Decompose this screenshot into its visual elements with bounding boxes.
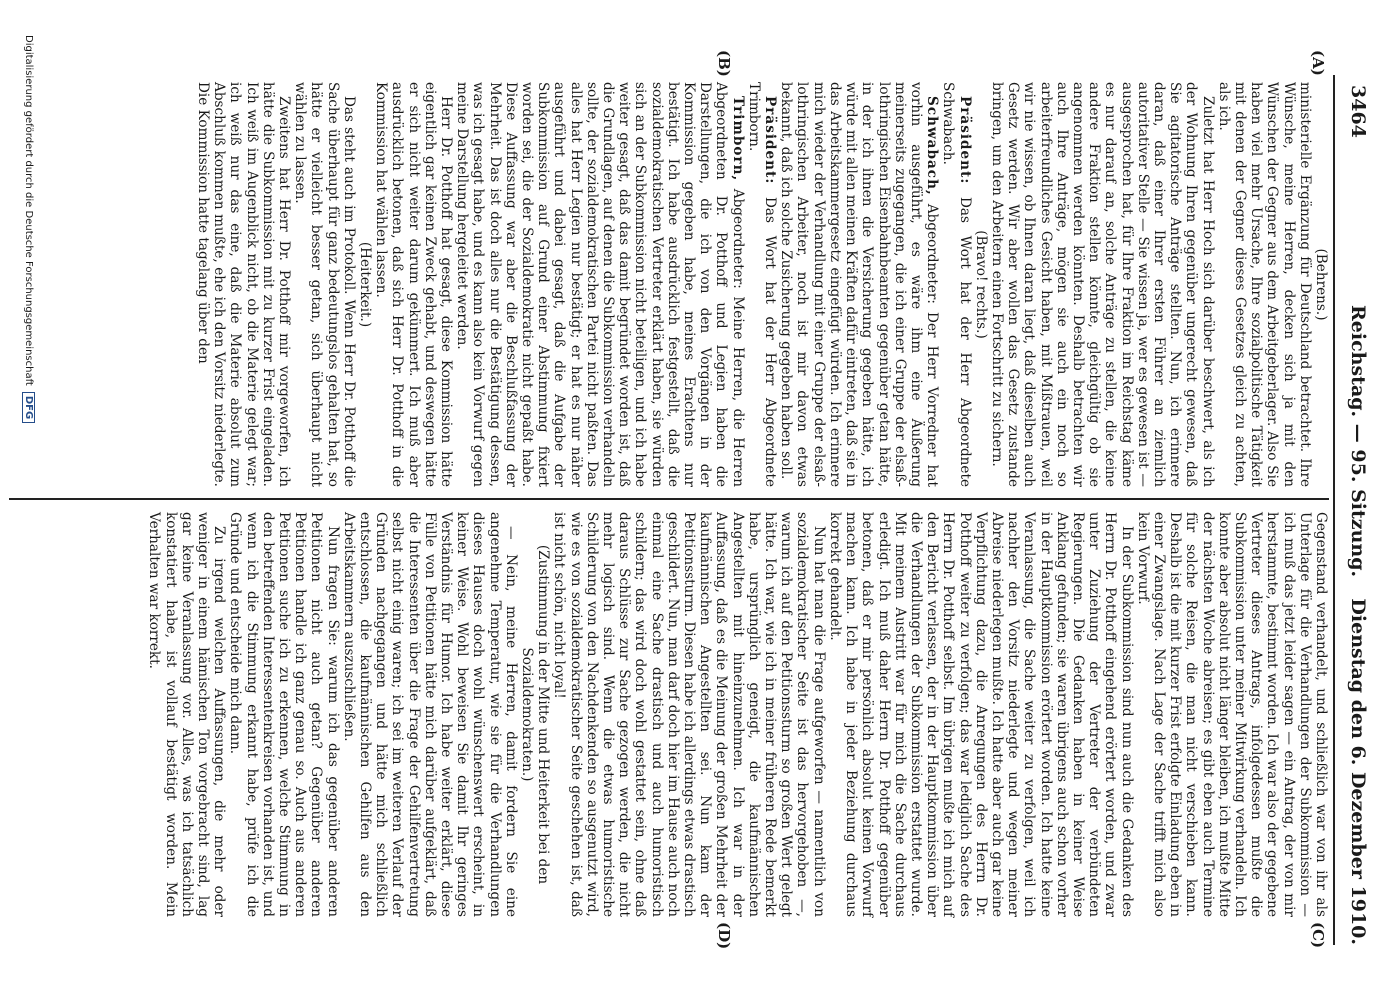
paragraph-text: Zuletzt hat Herr Hoch sich darüber beschwert, als ich der Wohnung Ihren gegenüber ungerecht gewesen, daß Sie agitatorische Anträge stellten. Nun, ich erinnere daran, daß einer Ihrer ersten Führer an ziemlich autoritativer Stelle — Sie wissen ja, wer es gewesen ist — ausgesprochen hat, für Ihre Fraktion im Reichstag käme es nur darauf an, solche Anträge zu stellen, die keine andere Fraktion stellen könnte, gleichgültig ob sie angenommen werden könnten. Deshalb betrachten wir auch Ihre Anträge, mögen sie auch ein noch so arbeiterfreundliches Gesicht haben, mit Mißtrauen, weil wir nie wissen, ob Ihnen daran liegt, daß dieselben auch Gesetz werden. Wir aber wollen das Gesetz zustande bringen, um den Arbeitern einen Fortschritt zu sichern. <box>988 82 1216 487</box>
paragraph <box>195 82 292 487</box>
paragraph <box>227 512 340 917</box>
paragraph <box>454 82 746 487</box>
paragraph-text: (Bravo! rechts.) <box>972 230 989 339</box>
paragraph <box>357 82 373 487</box>
paragraph <box>973 82 989 487</box>
paragraph <box>292 82 357 487</box>
paragraph <box>1135 512 1329 917</box>
paragraph <box>551 512 826 917</box>
speaker-name: Trimborn, <box>729 96 746 182</box>
margin-mark-c: (C) <box>1309 922 1327 949</box>
margin-mark-b: (B) <box>715 50 733 77</box>
margin-mark-a: (A) <box>1309 50 1327 76</box>
speaker-name: Präsident: <box>956 96 973 185</box>
page-header <box>1339 75 1369 945</box>
paragraph <box>746 82 778 487</box>
session-date: Dienstag den 6. Dezember 1910. <box>1347 598 1369 945</box>
paragraph-text: (Behrens.) <box>1313 248 1329 321</box>
paragraph-text: Das Wort hat der Herr Abgeordnete Schwabach. <box>940 82 973 487</box>
paragraph-text: In der Subkommission sind nun auch die Gedanken des Herrn Dr. Potthoff eingehend erörtert worden, und zwar unter Zuziehung der Vertreter der verbündeten Regierungen. Die Gedanken haben in keiner Weise Anklang gefunden; sie waren übrigens auch schon vorher in der Hauptkommission erörtert worden. Ich hatte keine Veranlassung, die Sache weiter zu verfolgen, weil ich nachher den Vorsitz niederlegte und wegen meiner Abreise niederlegen mußte. Ich hatte aber auch gar keine Verpflichtung dazu, die Anregungen des Herrn Dr. Potthoff weiter zu verfolgen; das war lediglich Sache des Herrn Dr. Potthoff selbst. Im übrigen mußte ich mich auf den Bericht verlassen, der in der Hauptkommission über die Verhandlungen der Subkommission erstattet wurde. Mit meinem Austritt war für mich die Sache durchaus erledigt. Ich muß daher Herrn Dr. Potthoff gegenüber betonen, daß er mir persönlich absolut keinen Vorwurf machen kann. Ich habe in jeder Beziehung durchaus korrekt gehandelt. <box>826 512 1135 917</box>
paragraph-text: (Heiterkeit.) <box>357 241 374 328</box>
credit-text: Digitalisierung gefördert durch die Deutsche Forschungsgemeinschaft <box>23 35 34 386</box>
right-text-column <box>146 512 1329 917</box>
page-number: 3464 <box>1347 85 1369 138</box>
paragraph <box>778 82 940 487</box>
digitization-credit <box>22 35 35 423</box>
paragraph <box>373 82 454 487</box>
header-rule <box>1333 75 1335 945</box>
paragraph <box>519 512 551 917</box>
running-title: Reichstag. — 95. Sitzung. <box>1347 305 1369 578</box>
paragraph-text: Herr Dr. Potthoff hat gesagt, diese Kommission hätte eigentlich gar keinen Zweck gehabt, und deswegen hätte er sich nicht weiter darum gekümmert. Ich muß aber ausdrücklich betonen, daß sich Herr Dr. Potthoff in die Kommission hat wählen lassen. <box>373 82 455 487</box>
paragraph <box>1216 82 1313 487</box>
paragraph <box>989 82 1216 487</box>
paragraph-text: Nun hat man die Frage aufgeworfen — namentlich von sozialdemokratischer Seite ist das hervorgehoben —, warum ich auf den Petitionssturm so großen Wert gelegt hätte. Ich war, wie ich in meiner früheren Rede bemerkt habe, ursprünglich geneigt, die kaufmännischen Angestellten mit hineinzunehmen. Ich war in der Auffassung, daß es die Meinung der großen Mehrheit der kaufmännischen Angestellten sei. Nun kam der Petitionssturm. Diesen habe ich allerdings etwas drastisch geschildert. Nun, man darf doch hier im Hause auch noch einmal eine Sache drastisch und auch humoristisch schildern; das wird doch wohl gestattet sein, ohne daß daraus Schlüsse zur Sache gezogen werden, die nicht mehr logisch sind. Wenn die etwas humoristische Schilderung von den Nachdenkenden so ausgenutzt wird, wie es von sozialdemokratischer Seite geschehen ist, daß ist nicht schön, nicht loyal! <box>551 512 827 917</box>
paragraph-text: Zu irgend welchen Auffassungen, die mehr oder weniger in einem hämischen Ton vorgebracht sind, lag gar keine Veranlassung vor. Alles, was ich tatsächlich konstatiert habe, ist vollauf bestätigt worden. Mein Verhalten war korrekt. <box>146 512 228 917</box>
paragraph-text: Zweitens hat Herr Dr. Potthoff mir vorgeworfen, ich hätte die Subkommission mit zu kurzer Frist eingeladen. Ich weiß im Augenblick nicht, ob die Materie gelegt war; ich weiß nur das eine, daß die Materie absolut zum Abschluß kommen mußte, ehe ich den Vorsitz niederlegte. Die Kommission hatte tagelang über den <box>194 82 292 487</box>
column-divider <box>9 498 1329 500</box>
paragraph <box>341 512 519 917</box>
paragraph-text: ministerielle Ergänzung für Deutschland betrachtet. Ihre Wünsche, meine Herren, decken sich ja mit den Wünschen der Gegner aus dem Arbeitgeberlager. Also Sie haben viel mehr Ursache, Ihre sozialpolitische Tätigkeit mit denen der Gegner dieses Gesetzes gleich zu achten, als ich. <box>1215 82 1313 487</box>
paragraph-text: — Nein, meine Herren, damit fordern Sie eine angenehme Temperatur, wie sie für die Verhandlungen dieses Hauses doch wohl wünschenswert erscheint, in keiner Weise. Wohl beweisen Sie damit Ihr geringes Verständnis für Humor. Ich habe weiter erklärt, diese Fülle von Petitionen hätte mich darüber aufgeklärt, daß die Interessenten über die Frage der Gehilfenvertretung selbst nicht einig waren; ich sei im weiteren Verlauf der Gründen nachgegangen und hätte mich schließlich entschlossen, die kaufmännischen Gehilfen aus den Arbeitskammern auszuschließen. <box>340 512 519 917</box>
paragraph <box>940 82 972 487</box>
paragraph-text: Abgeordneter: Meine Herren, die Herren Abgeordneten Dr. Potthoff und Legien haben die Darstellungen, die ich von den Vorgängen in der Kommission gegeben habe, meines Erachtens nur bestätigt. Ich habe ausdrücklich festgestellt, daß die sozialdemokratischen Vertreter erklärt haben, sie würden sich an der Subkommission nicht beteiligen, und ich habe weiter gesagt, daß das damit begründet worden ist, daß die Grundlagen, auf denen die Subkommission verhandeln sollte, der sozialdemokratischen Partei nicht paßten. Das alles hat Herr Legien nur bestätigt; er hat es nur näher ausgeführt und dabei gesagt, daß die Aufgabe der Subkommission auf Grund einer Abstimmung fixiert worden sei, die der Sozialdemokratie nicht gepaßt habe. Diese Auffassung war aber die Beschlußfassung der Mehrheit. Das ist doch alles nur die Bestätigung dessen, was ich gesagt habe, und es kann also kein Vorwurf gegen meine Darstellung hergeleitet werden. <box>454 82 746 487</box>
speaker-name: Schwabach, <box>924 96 941 196</box>
paragraph-text: Das steht auch im Protokoll. Wenn Herr Dr. Potthoff die Sache überhaupt für ganz bedeutungslos gehalten hat, so hätte er vielleicht besser getan, sich überhaupt nicht wählen zu lassen. <box>292 82 357 487</box>
dfg-logo: DFG <box>22 392 35 423</box>
paragraph-text: Gegenstand verhandelt, und schließlich war von ihr als Unterlage für die Verhandlungen der Subkommission — ich muß das jetzt leider sagen — ein Antrag, der von mir herstammte, bestimmt worden. Ich war also der gegebene Vertreter dieses Antrags, infolgedessen mußte die Subkommission unter meiner Mitwirkung verhandeln. Ich konnte aber absolut nicht länger bleiben, ich mußte Mitte der nächsten Woche abreisen; es gibt eben auch Termine für solche Reisen, die man nicht verschieben kann. Deshalb ist die mit kurzer Frist erfolgte Einladung eben in einer Zwangslage. Nach Lage der Sache trifft mich also kein Vorwurf. <box>1134 512 1329 917</box>
paragraph <box>146 512 227 917</box>
speaker-name: Präsident: <box>762 96 779 185</box>
left-text-column <box>195 82 1329 487</box>
paragraph-text: Nun fragen Sie: warum ich das gegenüber anderen Petitionen nicht auch getan? Gegenüber anderen Petitionen handle ich ganz genau so. Auch aus anderen Petitionen suche ich zu erkennen, welche Stimmung in den betreffenden Interessentenkreisen vorhanden ist, und wenn ich die Stimmung erkannt habe, prüfe ich die Gründe und entscheide mich dann. <box>227 512 341 917</box>
paragraph-text: (Zustimmung in der Mitte und Heiterkeit bei den Sozialdemokraten.) <box>519 544 552 885</box>
margin-mark-d: (D) <box>715 922 733 950</box>
paragraph <box>1313 82 1329 487</box>
paragraph-text: Abgeordneter: Der Herr Vorredner hat vorhin ausgeführt, es wäre ihm eine Äußerung meinerseits zugegangen, die ich einer Gruppe der elsaß-lothringischen Eisenbahnbeamten gegenüber getan hätte, in der ich ihnen die Versicherung gegeben hätte, ich würde mit allen meinen Kräften dafür eintreten, daß sie in das Arbeitskammergesetz eingefügt würden. Ich erinnere mich wieder der Verhandlung mit einer Gruppe der elsaß-lothringischen Arbeiter, noch ist mir davon etwas bekannt, daß ich solche Zusicherung gegeben haben soll. <box>778 82 941 487</box>
paragraph-text: Das Wort hat der Herr Abgeordnete Trimborn. <box>745 82 779 487</box>
paragraph <box>827 512 1135 917</box>
